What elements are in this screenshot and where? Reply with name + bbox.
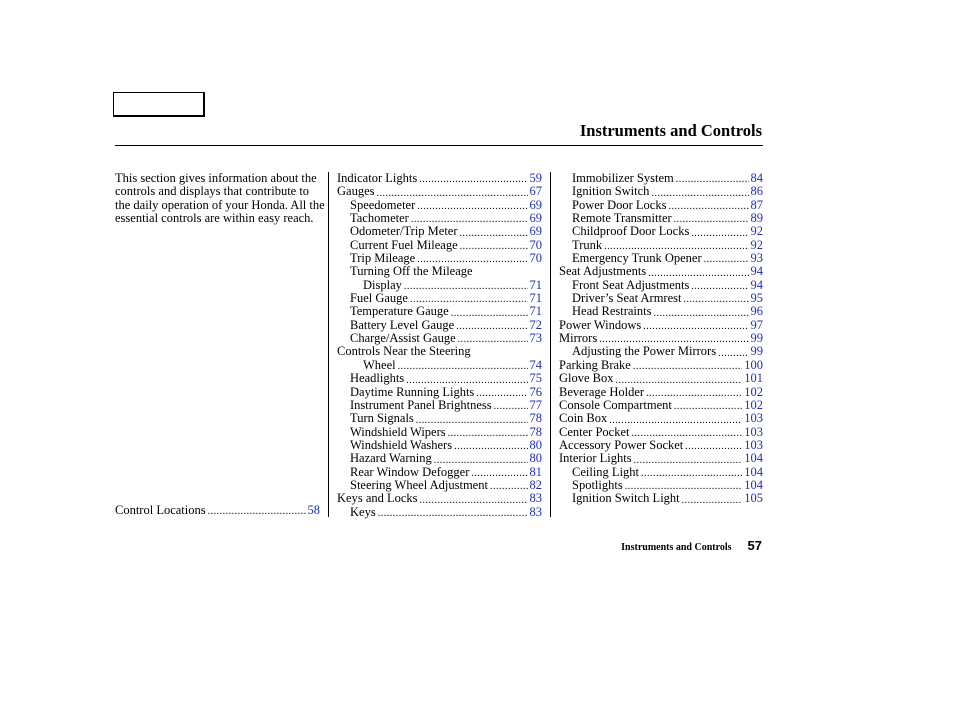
- toc-entry-label: Driver’s Seat Armrest: [572, 291, 682, 306]
- toc-entry-label: Accessory Power Socket: [559, 437, 684, 452]
- toc-entry-label: Mirrors: [559, 331, 598, 346]
- toc-entry-label: Wheel: [363, 357, 396, 372]
- toc-entry[interactable]: [115, 504, 320, 517]
- toc-entry[interactable]: [337, 492, 542, 505]
- toc-page-link[interactable]: 97: [750, 317, 763, 332]
- toc-entry[interactable]: [337, 359, 542, 372]
- toc-column-2: [337, 172, 542, 519]
- toc-entry[interactable]: [559, 479, 763, 492]
- toc-entry: [337, 265, 542, 278]
- toc-entry[interactable]: [337, 225, 542, 238]
- dot-leader: [633, 361, 742, 372]
- dot-leader: [417, 201, 527, 212]
- toc-entry[interactable]: [559, 305, 763, 318]
- section-tab-box: [113, 92, 205, 117]
- toc-entry-label: Ignition Switch: [572, 184, 650, 199]
- toc-entry-label: Turn Signals: [350, 411, 414, 426]
- toc-page-link[interactable]: 78: [529, 424, 542, 439]
- page-number: 57: [747, 538, 762, 553]
- page-title: Instruments and Controls: [579, 121, 762, 140]
- toc-entry[interactable]: [337, 479, 542, 492]
- toc-entry-label: Power Door Locks: [572, 197, 667, 212]
- toc-page-link[interactable]: 70: [529, 237, 542, 252]
- toc-entry[interactable]: [337, 239, 542, 252]
- toc-entry[interactable]: [559, 359, 763, 372]
- toc-page-link[interactable]: 69: [529, 211, 542, 226]
- toc-entry[interactable]: [559, 172, 763, 185]
- toc-page-link[interactable]: 92: [750, 237, 763, 252]
- toc-entry-label: Ignition Switch Light: [572, 491, 680, 506]
- dot-leader: [208, 506, 306, 517]
- toc-entry[interactable]: [337, 252, 542, 265]
- toc-entry-label: Console Compartment: [559, 397, 672, 412]
- toc-entry-label: Battery Level Gauge: [350, 317, 455, 332]
- dot-leader: [674, 401, 742, 412]
- dot-leader: [641, 468, 742, 479]
- dot-leader: [451, 308, 528, 319]
- dot-leader: [682, 495, 743, 506]
- toc-page-link[interactable]: 103: [744, 411, 763, 426]
- toc-entry[interactable]: [337, 426, 542, 439]
- toc-entry-label: Windshield Washers: [350, 437, 453, 452]
- toc-page-link[interactable]: 100: [744, 357, 763, 372]
- toc-entry-label: Trip Mileage: [350, 251, 416, 266]
- toc-page-link[interactable]: 73: [529, 331, 542, 346]
- toc-entry[interactable]: [337, 212, 542, 225]
- toc-entry-label: Daytime Running Lights: [350, 384, 475, 399]
- toc-page-link[interactable]: 87: [750, 197, 763, 212]
- toc-page-link[interactable]: 99: [750, 344, 763, 359]
- toc-page-link[interactable]: 70: [529, 251, 542, 266]
- dot-leader: [454, 441, 527, 452]
- dot-leader: [654, 308, 749, 319]
- dot-leader: [490, 481, 528, 492]
- toc-column-3: [559, 172, 763, 506]
- toc-entry-label: Odometer/Trip Meter: [350, 224, 458, 239]
- toc-entry[interactable]: [559, 466, 763, 479]
- toc-entry[interactable]: [559, 452, 763, 465]
- toc-entry-label: Ceiling Light: [572, 464, 640, 479]
- toc-page-link[interactable]: 72: [529, 317, 542, 332]
- dot-leader: [420, 495, 528, 506]
- dot-leader: [448, 428, 528, 439]
- toc-entry-label: Beverage Holder: [559, 384, 645, 399]
- toc-page-link[interactable]: 102: [744, 397, 763, 412]
- toc-entry-label: Rear Window Defogger: [350, 464, 470, 479]
- toc-entry[interactable]: [559, 252, 763, 265]
- toc-page-link[interactable]: 101: [744, 371, 763, 386]
- toc-page-link[interactable]: 102: [744, 384, 763, 399]
- toc-entry-label: Emergency Trunk Opener: [572, 251, 702, 266]
- toc-page-link[interactable]: 59: [529, 171, 542, 185]
- dot-leader: [691, 228, 748, 239]
- toc-page-link[interactable]: 92: [750, 224, 763, 239]
- dot-leader: [691, 281, 748, 292]
- toc-entry[interactable]: [337, 185, 542, 198]
- toc-page-link[interactable]: 71: [529, 277, 542, 292]
- column-divider: [550, 172, 551, 517]
- toc-entry[interactable]: [337, 292, 542, 305]
- toc-page-link[interactable]: 99: [750, 331, 763, 346]
- toc-entry[interactable]: [559, 426, 763, 439]
- toc-page-link[interactable]: 76: [529, 384, 542, 399]
- toc-entry-label: Parking Brake: [559, 357, 631, 372]
- toc-entry[interactable]: [559, 212, 763, 225]
- toc-page-link[interactable]: 104: [744, 451, 763, 466]
- toc-page-link[interactable]: 105: [744, 491, 763, 506]
- toc-page-link[interactable]: 78: [529, 411, 542, 426]
- dot-leader: [609, 415, 742, 426]
- toc-page-link[interactable]: 104: [744, 464, 763, 479]
- toc-entry-label: Steering Wheel Adjustment: [350, 477, 488, 492]
- toc-entry-label: Trunk: [572, 237, 603, 252]
- toc-entry-label: Control Locations: [115, 503, 206, 517]
- toc-page-link[interactable]: 94: [750, 277, 763, 292]
- toc-entry[interactable]: [559, 239, 763, 252]
- toc-entry[interactable]: [337, 506, 542, 519]
- toc-page-link[interactable]: 74: [529, 357, 542, 372]
- toc-entry[interactable]: [559, 399, 763, 412]
- dot-leader: [460, 241, 528, 252]
- column-divider: [328, 172, 329, 517]
- toc-page-link[interactable]: 69: [529, 197, 542, 212]
- toc-page-link[interactable]: 96: [750, 304, 763, 319]
- toc-entry[interactable]: [559, 345, 763, 358]
- toc-entry[interactable]: [337, 439, 542, 452]
- toc-page-link[interactable]: 71: [529, 304, 542, 319]
- dot-leader: [668, 201, 748, 212]
- dot-leader: [398, 361, 528, 372]
- toc-page-link[interactable]: 86: [750, 184, 763, 199]
- toc-entry-label: Current Fuel Mileage: [350, 237, 458, 252]
- footer-section-title: Instruments and Controls: [621, 542, 732, 553]
- toc-page-link[interactable]: 95: [750, 291, 763, 306]
- toc-entry[interactable]: [559, 372, 763, 385]
- toc-entry-label: Head Restraints: [572, 304, 652, 319]
- toc-entry[interactable]: [559, 439, 763, 452]
- toc-page-link[interactable]: 77: [529, 397, 542, 412]
- toc-page-link[interactable]: 83: [529, 504, 542, 519]
- toc-page-link[interactable]: 103: [744, 424, 763, 439]
- toc-page-link[interactable]: 89: [750, 211, 763, 226]
- dot-leader: [643, 321, 748, 332]
- toc-entry-label: Charge/Assist Gauge: [350, 331, 456, 346]
- dot-leader: [494, 401, 528, 412]
- toc-entry[interactable]: [337, 172, 542, 185]
- toc-entry-label: Speedometer: [350, 197, 416, 212]
- toc-entry-label: Headlights: [350, 371, 405, 386]
- toc-entry[interactable]: [337, 305, 542, 318]
- header-rule: [115, 145, 763, 146]
- toc-entry-label: Front Seat Adjustments: [572, 277, 690, 292]
- dot-leader: [419, 174, 527, 185]
- toc-page-link[interactable]: 94: [750, 264, 763, 279]
- toc-entry[interactable]: [559, 292, 763, 305]
- toc-entry-label: Remote Transmitter: [572, 211, 672, 226]
- toc-page-link[interactable]: 104: [744, 477, 763, 492]
- dot-leader: [676, 174, 749, 185]
- dot-leader: [634, 455, 743, 466]
- toc-page-link[interactable]: 103: [744, 437, 763, 452]
- toc-entry-label: Immobilizer System: [572, 171, 674, 185]
- toc-entry: [337, 345, 542, 358]
- toc-entry[interactable]: [337, 386, 542, 399]
- toc-entry-label: Interior Lights: [559, 451, 632, 466]
- toc-entry-label: Controls Near the Steering: [337, 344, 471, 359]
- toc-entry[interactable]: [559, 185, 763, 198]
- toc-entry[interactable]: [559, 412, 763, 425]
- toc-entry[interactable]: [559, 319, 763, 332]
- toc-entry[interactable]: [559, 332, 763, 345]
- dot-leader: [683, 294, 748, 305]
- toc-page-link[interactable]: 71: [529, 291, 542, 306]
- toc-page-link[interactable]: 82: [529, 477, 542, 492]
- dot-leader: [406, 375, 527, 386]
- intro-paragraph: This section gives information about the controls and displays that contribute to the daily operation of your Honda. All the essential controls are within easy reach.: [115, 171, 325, 226]
- toc-entry[interactable]: [337, 452, 542, 465]
- toc-entry[interactable]: [559, 265, 763, 278]
- dot-leader: [416, 415, 528, 426]
- toc-entry[interactable]: [337, 279, 542, 292]
- toc-page-link[interactable]: 75: [529, 371, 542, 386]
- toc-page-link[interactable]: 80: [529, 451, 542, 466]
- toc-page-link[interactable]: 58: [307, 503, 320, 517]
- toc-page-link[interactable]: 81: [529, 464, 542, 479]
- toc-entry-label: Tachometer: [350, 211, 409, 226]
- dot-leader: [434, 455, 528, 466]
- dot-leader: [685, 441, 742, 452]
- toc-column-1: [115, 504, 320, 517]
- toc-page-link[interactable]: 83: [529, 491, 542, 506]
- toc-entry[interactable]: [337, 199, 542, 212]
- toc-page-link[interactable]: 84: [750, 171, 763, 185]
- toc-entry[interactable]: [559, 225, 763, 238]
- toc-page-link[interactable]: 80: [529, 437, 542, 452]
- toc-entry[interactable]: [337, 372, 542, 385]
- toc-entry[interactable]: [337, 319, 542, 332]
- dot-leader: [404, 281, 528, 292]
- toc-entry[interactable]: [337, 412, 542, 425]
- toc-entry-label: Gauges: [337, 184, 375, 199]
- toc-entry-label: Turning Off the Mileage: [350, 264, 473, 279]
- page-footer: [621, 537, 762, 555]
- toc-page-link[interactable]: 67: [529, 184, 542, 199]
- toc-entry-label: Childproof Door Locks: [572, 224, 690, 239]
- toc-entry-label: Seat Adjustments: [559, 264, 647, 279]
- toc-entry[interactable]: [337, 466, 542, 479]
- dot-leader: [378, 508, 528, 519]
- toc-entry-label: Glove Box: [559, 371, 614, 386]
- toc-entry[interactable]: [559, 199, 763, 212]
- toc-entry[interactable]: [559, 386, 763, 399]
- toc-entry-label: Center Pocket: [559, 424, 630, 439]
- toc-entry-label: Fuel Gauge: [350, 291, 408, 306]
- dot-leader: [616, 375, 743, 386]
- toc-entry-label: Power Windows: [559, 317, 642, 332]
- dot-leader: [460, 228, 528, 239]
- toc-entry[interactable]: [559, 279, 763, 292]
- toc-entry-label: Keys: [350, 504, 376, 519]
- dot-leader: [456, 321, 527, 332]
- toc-entry[interactable]: [337, 399, 542, 412]
- toc-entry[interactable]: [559, 492, 763, 505]
- toc-entry-label: Coin Box: [559, 411, 608, 426]
- toc-entry-label: Windshield Wipers: [350, 424, 446, 439]
- toc-entry-label: Display: [363, 277, 402, 292]
- dot-leader: [704, 254, 749, 265]
- toc-entry-label: Adjusting the Power Mirrors: [572, 344, 717, 359]
- toc-entry-label: Spotlights: [572, 477, 623, 492]
- toc-entry-label: Indicator Lights: [337, 171, 418, 185]
- toc-entry-label: Hazard Warning: [350, 451, 432, 466]
- toc-entry-label: Instrument Panel Brightness: [350, 397, 492, 412]
- toc-entry-label: Keys and Locks: [337, 491, 418, 506]
- toc-page-link[interactable]: 93: [750, 251, 763, 266]
- toc-page-link[interactable]: 69: [529, 224, 542, 239]
- toc-entry-label: Temperature Gauge: [350, 304, 449, 319]
- toc-entry[interactable]: [337, 332, 542, 345]
